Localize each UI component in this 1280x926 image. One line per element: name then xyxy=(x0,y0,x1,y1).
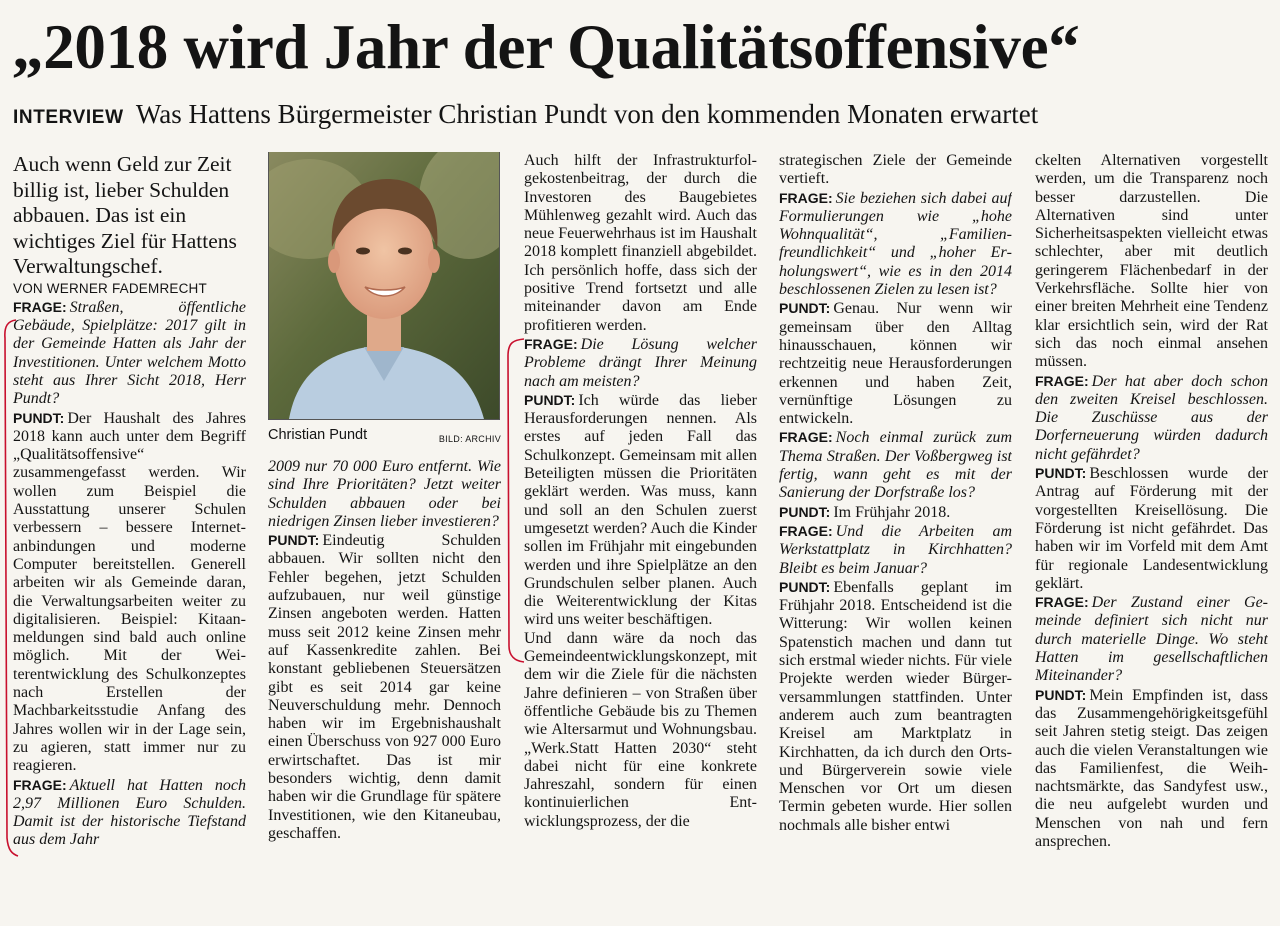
answer-label: PUNDT: xyxy=(524,391,576,408)
answer-label: PUNDT: xyxy=(268,532,320,549)
question-label: FRAGE: xyxy=(1035,594,1089,611)
answer-text: Mein Empfinden ist, dass das Zusammengehörigkeitsgefühl seit Jahren stetig steigt. Das zeigen auch die vielen Veranstaltungen wie das Familienfest, die Weihnachtsmärkte, das Sandyfest usw., die neu aufgelebt wurden und Menschen von nah und fern ansprechen. xyxy=(1035,686,1268,850)
photo-caption-name: Christian Pundt xyxy=(268,427,368,443)
answer-text: strategischen Ziele der Gemeinde vertieft. xyxy=(779,152,1012,188)
paragraph xyxy=(268,458,501,531)
red-marker-left xyxy=(0,318,20,858)
question-text: Sie beziehen sich dabei auf Formulierungen wie „hohe Wohnqualität“, „Familienfreundlichkeit“ und „hoher Erholungswert“, wie es in den 2014 beschlossenen Zielen zu lesen ist? xyxy=(779,189,1012,299)
column-5 xyxy=(1035,152,1268,851)
column-2-body xyxy=(268,458,501,843)
byline: VON WERNER FADEMRECHT xyxy=(13,280,207,296)
answer-label: PUNDT: xyxy=(779,503,831,520)
answer-label: PUNDT: xyxy=(1035,686,1087,703)
paragraph xyxy=(13,409,246,776)
column-3-body xyxy=(524,152,757,831)
question-text: 2009 nur 70 000 Euro entfernt. Wie sind Ihre Prioritäten? Jetzt weiter Schulden abbauen oder bei niedrigen Zinsen lieber investieren? xyxy=(268,458,501,530)
question-text: Die Lösung welcher Probleme drängt Ihrer Meinung nach am meisten? xyxy=(524,335,757,390)
question-label: FRAGE: xyxy=(13,298,67,315)
answer-text: Und dann wäre da noch das Gemeindeentwicklungskonzept, mit dem wir die Ziele für die nächsten Jahre definieren – von Straßen über öffentliche Gebäude bis zu Themen wie Altersarmut und Wohnungsbau. „Werk.Statt Hatten 2030“ steht dabei nicht für eine konkrete Jahreszahl, sondern für einen kontinuierlichen Entwicklungsprozess, der die xyxy=(524,629,757,830)
paragraph xyxy=(524,335,757,391)
answer-label: PUNDT: xyxy=(779,578,831,595)
headline: „2018 wird Jahr der Qualitätsoffensive“ xyxy=(12,12,1080,82)
paragraph xyxy=(779,189,1012,300)
kicker-interview: INTERVIEW xyxy=(13,107,124,128)
question-text: Der Zustand einer Gemeinde definiert sich nicht nur durch materielle Dinge. Wo steht Hatten im gesellschaftlichen Miteinander? xyxy=(1035,594,1268,685)
portrait-photo xyxy=(268,152,500,420)
column-1 xyxy=(13,152,246,850)
paragraph xyxy=(1035,464,1268,593)
column-4-body xyxy=(779,152,1012,835)
column-5-body xyxy=(1035,152,1268,851)
answer-text: ckelten Alternativen vorgestellt werden, um die Transparenz noch besser darzustellen. Die Alternativen sind unter Sicherheitsaspekten vielleicht etwas schlechter, aber mit deutlich geringerem Flächenbedarf in der Verkehrsfläche. Sollte hier von einer breiten Mehrheit eine Tendenz klar ersichtlich sein, wird der Rat sich das noch einmal ansehen müssen. xyxy=(1035,152,1268,371)
column-3 xyxy=(524,152,757,831)
answer-text: Eindeutig Schulden abbauen. Wir sollten nicht den Fehler begehen, jetzt Schulden aufzubauen, nur weil günstige Zinsen angeboten werden. Hatten muss seit 2012 keine Zinsen mehr auf Kassenkredite zahlen. Bei konstant gebliebenen Steuersätzen gibt es seit 2014 gar keine Neuverschuldung mehr. Dennoch haben wir im Ergebnishaushalt einen Überschuss von 927 000 Euro erwirtschaftet. Das ist mir besonders wichtig, denn damit haben wir die Grundlage für spätere Investitionen, wie den Kitaneubau, geschaffen. xyxy=(268,532,501,842)
answer-label: PUNDT: xyxy=(13,409,65,426)
question-text: Noch einmal zurück zum Thema Straßen. Der Voßbergweg ist fertig, wann geht es mit der Sanierung der Dorfstraße los? xyxy=(779,429,1012,502)
answer-text: Ich würde das lieber Herausforderungen nennen. Als erstes auf jeden Fall das Schulkonzept. Gemeinsam mit allen Beteiligten müssen die Prioritäten geklärt werden. Was muss, kann und soll an den Schulen zuerst umgesetzt werden? Auch die Kinder sollen im Frühjahr mit eingebunden werden und ihre Spielplätze an den Grundschulen selber planen. Auch die Weiterentwicklung der Kitas wird uns weiter beschäftigen. xyxy=(524,391,757,629)
question-label: FRAGE: xyxy=(779,522,833,539)
question-label: FRAGE: xyxy=(1035,372,1089,389)
paragraph xyxy=(1035,686,1268,852)
photo-caption xyxy=(268,426,501,448)
paragraph xyxy=(13,776,246,850)
answer-text: Ebenfalls geplant im Frühjahr 2018. Entscheidend ist die Witterung: Wir wollen keinen Spatenstich machen und dann tut sich erstmal wieder nichts. Für viele Projekte werden wieder Bürgerversammlungen stattfinden. Unter anderem auch zum beantragten Kreisel am Marktplatz in Kirchhatten, da ich durch den Orts- und Bürgerverein sowie viele Menschen vor Ort um diesen Termin gebeten wurde. Hier sollen nochmals alle bisher entwi xyxy=(779,578,1012,834)
subheadline-row xyxy=(13,96,1273,136)
paragraph xyxy=(779,578,1012,835)
photo-credit: BILD: ARCHIV xyxy=(438,434,501,444)
answer-label: PUNDT: xyxy=(1035,465,1087,482)
question-text: Straßen, öffentliche Gebäude, Spielplätze: 2017 gilt in der Gemeinde Hatten als Jahr der Investitionen. Unter welchem Motto steht aus Ihrer Sicht 2018, Herr Pundt? xyxy=(13,298,246,408)
answer-text: Der Haushalt des Jahres 2018 kann auch unter dem Begriff „Qualitätsoffensive“ zusammengefasst werden. Wir wollen zum Beispiel die Ausstattung unserer Schulen verbessern – bessere Internetanbindungen und moderne Computer bereitstellen. Generell arbeiten wir als Gemeinde daran, die Verwaltungsarbeiten weiter zu digitalisieren. Beispiel: Kitaanmeldungen sind bald auch online möglich. Mit der Weiterentwicklung des Schulkonzeptes nach Erstellen der Machbarkeitsstudie Anfang des Jahres wollen wir in der Lage sein, zu agieren, statt immer nur zu reagieren. xyxy=(13,409,246,775)
paragraph xyxy=(779,299,1012,428)
paragraph xyxy=(1035,152,1268,372)
paragraph xyxy=(268,531,501,843)
question-label: FRAGE: xyxy=(779,429,833,446)
question-label: FRAGE: xyxy=(13,776,67,793)
column-2 xyxy=(268,152,501,843)
paragraph xyxy=(779,428,1012,502)
subheadline: Was Hattens Bürgermeister Christian Pundt von den kommenden Monaten erwartet xyxy=(135,99,1039,129)
question-label: FRAGE: xyxy=(524,335,578,352)
paragraph xyxy=(524,630,757,831)
paragraph xyxy=(524,391,757,630)
answer-text: Beschlossen wurde der Antrag auf Förderung mit der vorgestellten Kreisellösung. Die Förderung ist nicht gefährdet. Das haben wir im Vorfeld mit dem Amt für regionale Landesentwicklung geklärt. xyxy=(1035,465,1268,592)
answer-label: PUNDT: xyxy=(779,300,831,317)
column-4 xyxy=(779,152,1012,835)
answer-text: Im Frühjahr 2018. xyxy=(833,503,951,521)
paragraph xyxy=(13,298,246,409)
answer-text: Auch hilft der Infrastrukturfolgekostenbeitrag, der durch die Investoren des Baugebietes Mühlenweg gezahlt wird. Auch das neue Feuerwehrhaus ist im Haushalt 2018 komplett finanziell abgebildet. Ich persönlich hoffe, dass sich der positive Trend fortsetzt und alle miteinander davon am Ende profitieren werden. xyxy=(524,152,757,334)
portrait-illustration xyxy=(269,152,499,419)
paragraph xyxy=(779,152,1012,189)
red-marker-middle xyxy=(500,336,526,666)
question-text: Der hat aber doch schon den zweiten Kreisel beschlossen. Die Zuschüsse aus der Dorferneuerung würden dadurch nicht gefährdet? xyxy=(1035,372,1268,463)
question-text: Aktuell hat Hatten noch 2,97 Millionen Euro Schulden. Damit ist der historische Tiefstand aus dem Jahr xyxy=(13,776,246,849)
column-1-body xyxy=(13,298,246,850)
paragraph xyxy=(779,522,1012,578)
paragraph xyxy=(1035,593,1268,685)
lead-paragraph: Auch wenn Geld zur Zeit billig ist, lieber Schulden abbauen. Das ist ein wichtiges Ziel für Hattens Verwaltungschef. xyxy=(13,152,237,278)
question-label: FRAGE: xyxy=(779,189,833,206)
paragraph xyxy=(524,152,757,335)
question-text: Und die Arbeiten am Werkstattplatz in Kirchhatten? Bleibt es beim Januar? xyxy=(779,522,1012,577)
paragraph xyxy=(1035,372,1268,464)
paragraph xyxy=(779,503,1012,522)
answer-text: Genau. Nur wenn wir gemeinsam über den Alltag hinausschauen, können wir rechtzeitig neue Herausforderungen erkennen und haben Zeit, vernünftige Lösungen zu entwickeln. xyxy=(779,300,1012,428)
